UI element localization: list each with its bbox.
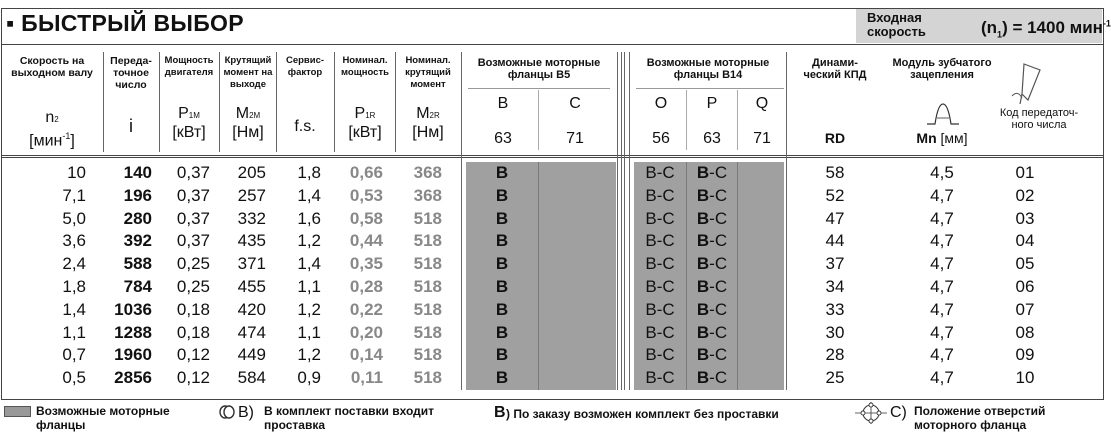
col-divider <box>103 52 104 152</box>
cell-p1r: 0,22 <box>349 299 383 319</box>
cell-m2r: 518 <box>413 208 442 228</box>
cell-m2m: 205 <box>237 163 266 182</box>
b14-flange-letter: O <box>654 95 668 112</box>
spacer-icon <box>217 404 237 420</box>
cell-m2r: 518 <box>413 277 442 296</box>
cell-p1m: 0,37 <box>176 185 210 205</box>
cell-mn: 4,5 <box>930 163 954 182</box>
cell-b14-p: B-C <box>696 299 728 319</box>
symbol-mn: Mn [мм] <box>916 130 968 146</box>
cell-code: 03 <box>1015 208 1035 228</box>
input-speed-label: Входная скорость <box>867 10 926 39</box>
b14-subrule <box>636 88 784 89</box>
cell-p1m: 0,37 <box>176 163 210 182</box>
cell-mn: 4,7 <box>930 185 954 205</box>
cell-m2r: 518 <box>413 322 442 342</box>
cell-n2: 3,6 <box>62 231 86 251</box>
legend-swatch <box>4 406 31 417</box>
symbol-p1r: P1R [кВт] <box>348 105 382 141</box>
cell-b14o: B-C <box>645 254 675 274</box>
cell-m2r: 518 <box>413 231 442 251</box>
col-divider <box>617 52 618 390</box>
cell-b14-p: B-C <box>696 368 728 388</box>
col-divider <box>461 52 462 390</box>
header-motor-power: Мощность двигателя <box>164 55 214 78</box>
header-bottom-rule <box>1 155 1104 156</box>
cell-p1r: 0,28 <box>349 277 383 296</box>
cell-fs: 1,1 <box>297 277 321 296</box>
cell-rd: 28 <box>825 345 845 365</box>
cell-code: 04 <box>1015 231 1035 251</box>
header-service-factor: Сервис-фактор <box>285 55 325 78</box>
cell-i: 1288 <box>114 322 152 342</box>
cell-rd: 30 <box>825 322 845 342</box>
cell-m2m: 420 <box>237 299 266 319</box>
b5-subrule <box>468 88 610 89</box>
legend-swatch-text: Возможные моторные фланцы <box>36 404 170 432</box>
symbol-fs: f.s. <box>294 118 316 135</box>
legend-b-letter: B) <box>238 404 254 421</box>
cell-b14o: B-C <box>645 299 675 319</box>
cell-i: 784 <box>123 277 152 296</box>
cell-b5b: B <box>495 322 509 342</box>
cell-divider <box>538 162 539 390</box>
legend-b-text: В комплект поставки входит проставка <box>264 404 435 432</box>
cell-p1r: 0,53 <box>349 185 383 205</box>
cell-mn: 4,7 <box>930 277 954 296</box>
cell-n2: 1,4 <box>62 299 86 319</box>
col-divider <box>621 52 622 390</box>
b14-flange-size: 63 <box>703 130 721 147</box>
cell-b5b: B <box>495 231 509 251</box>
cell-m2r: 518 <box>413 299 442 319</box>
cell-rd: 44 <box>825 231 845 251</box>
cell-i: 392 <box>123 231 152 251</box>
cell-m2m: 435 <box>237 231 266 251</box>
cell-b14-p: B-C <box>696 322 728 342</box>
cell-p1r: 0,20 <box>349 322 383 342</box>
cell-code: 08 <box>1015 322 1035 342</box>
cell-n2: 1,1 <box>62 322 86 342</box>
header-bottom-rule-2 <box>1 157 1104 158</box>
cell-fs: 0,9 <box>297 368 321 388</box>
cell-m2m: 474 <box>237 322 266 342</box>
col-divider <box>624 52 625 390</box>
cell-divider <box>737 162 738 390</box>
cell-n2: 1,8 <box>62 277 86 296</box>
cell-mn: 4,7 <box>930 299 954 319</box>
cell-p1m: 0,25 <box>176 277 210 296</box>
cell-b5b: B <box>495 277 509 296</box>
header-nominal-torque: Номинал. крутящий момент <box>405 55 451 90</box>
cell-m2r: 368 <box>413 185 442 205</box>
b14-flange-size: 56 <box>652 130 670 147</box>
cell-i: 588 <box>123 254 152 274</box>
cell-mn: 4,7 <box>930 368 954 388</box>
cell-code: 05 <box>1015 254 1035 274</box>
cell-fs: 1,1 <box>297 322 321 342</box>
cell-fs: 1,4 <box>297 185 321 205</box>
cell-p1m: 0,25 <box>176 254 210 274</box>
cell-b14o: B-C <box>645 208 675 228</box>
cell-b14o: B-C <box>645 185 675 205</box>
cell-rd: 52 <box>825 185 845 205</box>
b14-flange-letter: P <box>706 95 718 112</box>
cell-code: 01 <box>1015 163 1035 182</box>
cell-n2: 2,4 <box>62 254 86 274</box>
input-speed-value: $(n_1) = 1400$ мин$^{-1}$ <box>981 18 1111 40</box>
cell-rd: 33 <box>825 299 845 319</box>
cell-rd: 37 <box>825 254 845 274</box>
cell-i: 140 <box>123 163 152 182</box>
cell-b14-p: B-C <box>696 254 728 274</box>
cell-p1m: 0,12 <box>176 368 210 388</box>
cell-m2m: 257 <box>237 185 266 205</box>
cell-p1r: 0,66 <box>349 163 383 182</box>
symbol-m2r: M2R [Нм] <box>412 105 444 141</box>
cell-i: 196 <box>123 185 152 205</box>
cell-fs: 1,2 <box>297 231 321 251</box>
symbol-rd: RD <box>824 130 846 146</box>
header-code: Код передаточ-ного числа <box>999 107 1079 131</box>
cell-b14o: B-C <box>645 345 675 365</box>
symbol-n2: n2 [мин$^{-1}$] <box>29 109 75 150</box>
cell-p1r: 0,44 <box>349 231 383 251</box>
cell-fs: 1,6 <box>297 208 321 228</box>
cell-b14-p: B-C <box>696 345 728 365</box>
header-out-torque: Крутящий момент на выходе <box>223 55 273 90</box>
b14-flange-letter: Q <box>755 95 769 112</box>
cell-b14-p: B-C <box>696 185 728 205</box>
b5-flange-size: 63 <box>494 130 512 147</box>
cell-p1m: 0,18 <box>176 299 210 319</box>
col-divider <box>786 52 787 390</box>
flange-holes-icon <box>852 401 890 425</box>
header-top-rule <box>1 44 1104 45</box>
cell-p1m: 0,37 <box>176 231 210 251</box>
symbol-m2m: M2M [Нм] <box>232 105 264 141</box>
cell-p1r: 0,11 <box>350 368 383 388</box>
cell-b14o: B-C <box>645 368 675 388</box>
cell-m2r: 368 <box>413 163 442 182</box>
cell-fs: 1,2 <box>297 299 321 319</box>
cell-p1m: 0,18 <box>176 322 210 342</box>
cell-b14o: B-C <box>645 231 675 251</box>
cell-b5b: B <box>495 208 509 228</box>
cell-m2r: 518 <box>413 345 442 365</box>
cell-m2m: 332 <box>237 208 266 228</box>
cell-rd: 47 <box>825 208 845 228</box>
gear-tooth-icon <box>925 100 961 126</box>
cell-code: 07 <box>1015 299 1035 319</box>
cell-n2: 7,1 <box>62 185 86 205</box>
cell-rd: 25 <box>825 368 845 388</box>
cell-code: 09 <box>1015 345 1035 365</box>
b5-flange-letter: C <box>569 95 581 112</box>
header-b14: Возможные моторные фланцы B14 <box>646 57 770 81</box>
cell-p1m: 0,12 <box>176 345 210 365</box>
cell-fs: 1,2 <box>297 345 321 365</box>
cell-n2: 0,5 <box>62 368 86 388</box>
cell-m2r: 518 <box>413 368 442 388</box>
cell-n2: 0,7 <box>62 345 86 365</box>
b5-flange-size: 71 <box>566 130 584 147</box>
header-b5: Возможные моторные фланцы B5 <box>477 57 601 81</box>
page-title: ▪ БЫСТРЫЙ ВЫБОР <box>6 10 244 36</box>
cell-p1r: 0,14 <box>349 345 383 365</box>
cell-fs: 1,4 <box>297 254 321 274</box>
cell-mn: 4,7 <box>930 345 954 365</box>
cell-b5b: B <box>495 299 509 319</box>
cell-b5b: B <box>495 345 509 365</box>
cell-m2r: 518 <box>413 254 442 274</box>
header-out-speed: Скорость на выходном валу <box>11 55 93 79</box>
header-efficiency: Динами-ческий КПД <box>803 57 867 81</box>
cell-mn: 4,7 <box>930 254 954 274</box>
pencil-icon <box>1010 60 1050 106</box>
cell-b14o: B-C <box>645 163 675 182</box>
legend-b2-text: ) По заказу возможен комплект без проставки <box>506 407 779 421</box>
cell-b14o: B-C <box>645 277 675 296</box>
cell-b14o: B-C <box>645 322 675 342</box>
cell-p1r: 0,58 <box>349 208 383 228</box>
cell-p1r: 0,35 <box>349 254 383 274</box>
cell-b14-p: B-C <box>696 277 728 296</box>
cell-b5b: B <box>495 368 509 388</box>
cell-i: 280 <box>123 208 152 228</box>
cell-code: 02 <box>1015 185 1035 205</box>
cell-n2: 5,0 <box>62 208 86 228</box>
cell-b5b: B <box>495 163 509 182</box>
cell-rd: 58 <box>825 163 845 182</box>
cell-b5b: B <box>495 185 509 205</box>
symbol-i: i <box>129 116 133 136</box>
cell-code: 06 <box>1015 277 1035 296</box>
cell-i: 2856 <box>114 368 152 388</box>
cell-b14-p: B-C <box>696 231 728 251</box>
input-speed-box <box>856 9 1111 43</box>
cell-m2m: 449 <box>237 345 266 365</box>
cell-mn: 4,7 <box>930 231 954 251</box>
cell-mn: 4,7 <box>930 208 954 228</box>
cell-m2m: 584 <box>237 368 266 388</box>
header-module: Модуль зубчатого зацепления <box>892 57 992 81</box>
cell-n2: 10 <box>67 163 86 182</box>
col-divider <box>629 52 630 390</box>
cell-i: 1036 <box>114 299 152 319</box>
cell-code: 10 <box>1015 368 1035 388</box>
b14-flange-size: 71 <box>753 130 771 147</box>
cell-i: 1960 <box>114 345 152 365</box>
cell-fs: 1,8 <box>297 163 321 182</box>
legend-c-letter: C) <box>890 404 907 421</box>
cell-b5b: B <box>495 254 509 274</box>
b5-flange-letter: B <box>497 95 509 112</box>
symbol-p1m: P1M [кВт] <box>172 105 206 141</box>
cell-p1m: 0,37 <box>176 208 210 228</box>
header-nominal-power: Номинал. мощность <box>341 55 389 78</box>
cell-mn: 4,7 <box>930 322 954 342</box>
legend-b2-letter: B <box>494 404 506 421</box>
cell-m2m: 455 <box>237 277 266 296</box>
header-ratio: Переда-точное число <box>110 55 152 91</box>
legend-c-text: Положение отверстий моторного фланца <box>914 404 1046 432</box>
cell-b14-p: B-C <box>696 208 728 228</box>
cell-m2m: 371 <box>237 254 266 274</box>
cell-rd: 34 <box>825 277 845 296</box>
cell-b14-p: B-C <box>696 163 728 182</box>
